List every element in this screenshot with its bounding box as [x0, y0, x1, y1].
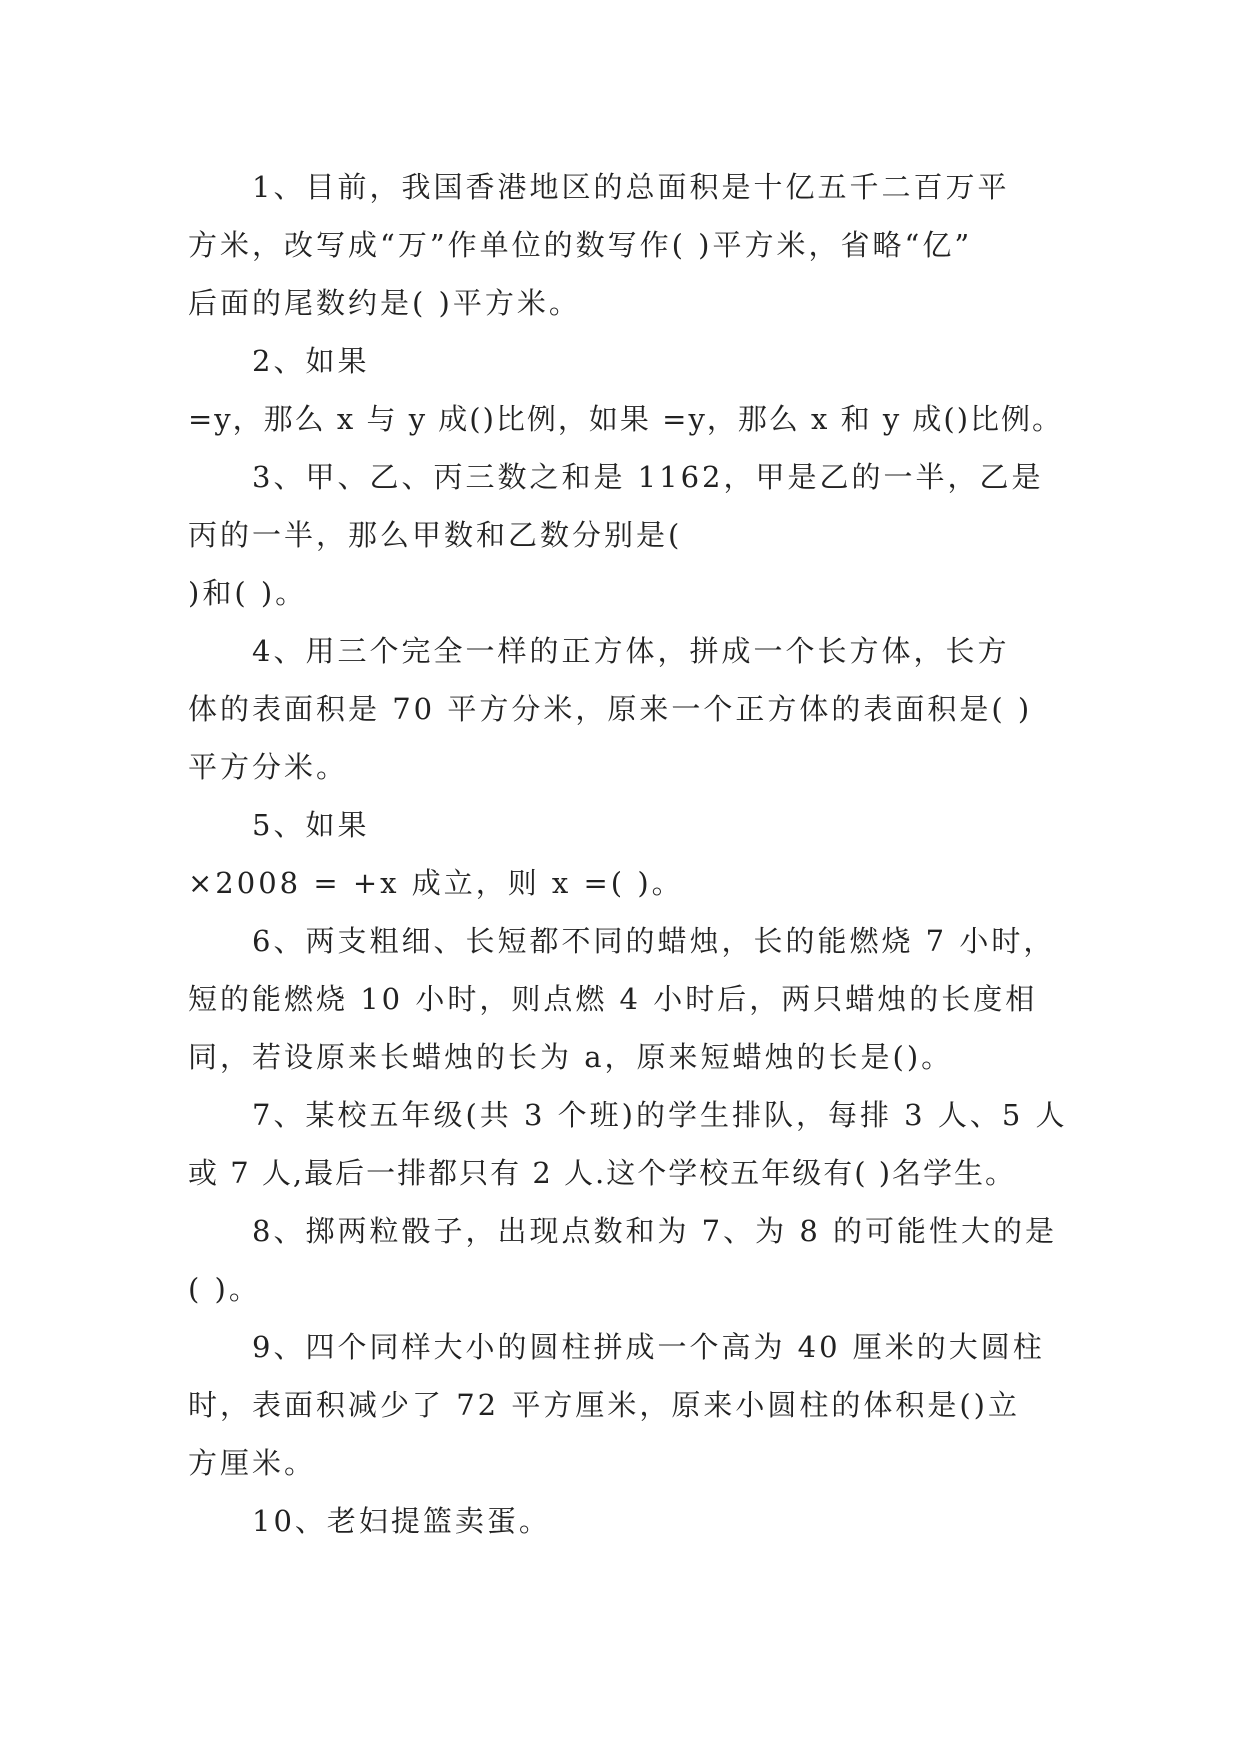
text-line: 8、掷两粒骰子，出现点数和为 7、为 8 的可能性大的是 [252, 1214, 1058, 1248]
question-1 [188, 158, 1058, 332]
text-line: 方米，改写成“万”作单位的数写作( )平方米，省略“亿” [188, 228, 973, 262]
text-line: 平方分米。 [188, 750, 349, 784]
text-line: 9、四个同样大小的圆柱拼成一个高为 40 厘米的大圆柱 [252, 1330, 1045, 1364]
question-3 [188, 448, 1058, 622]
question-5 [188, 796, 1058, 912]
text-line: 方厘米。 [188, 1446, 317, 1480]
text-line: 时，表面积减少了 72 平方厘米，原来小圆柱的体积是()立 [188, 1388, 1020, 1422]
text-line: 或 7 人,最后一排都只有 2 人.这个学校五年级有( )名学生。 [188, 1156, 1017, 1190]
text-line: 丙的一半，那么甲数和乙数分别是( [188, 518, 683, 552]
text-line: 4、用三个完全一样的正方体，拼成一个长方体，长方 [252, 634, 1010, 668]
question-10 [188, 1492, 1058, 1550]
question-9 [188, 1318, 1058, 1492]
text-line: 7、某校五年级(共 3 个班)的学生排队，每排 3 人、5 人 [252, 1098, 1068, 1132]
text-line: 3、甲、乙、丙三数之和是 1162，甲是乙的一半，乙是 [252, 460, 1044, 494]
document-body [188, 158, 1068, 1550]
text-line: =y，那么 x 与 y 成()比例，如果 =y，那么 x 和 y 成()比例。 [188, 402, 1064, 436]
text-line: 2、如果 [252, 344, 370, 378]
text-line: 同，若设原来长蜡烛的长为 a，原来短蜡烛的长是()。 [188, 1040, 954, 1074]
text-line: 短的能燃烧 10 小时，则点燃 4 小时后，两只蜡烛的长度相 [188, 982, 1038, 1016]
question-2 [188, 332, 1064, 448]
text-line: 6、两支粗细、长短都不同的蜡烛，长的能燃烧 7 小时， [252, 924, 1056, 958]
text-line: ×2008 = +x 成立，则 x =( )。 [188, 866, 684, 900]
question-7 [188, 1086, 1068, 1202]
question-4 [188, 622, 1058, 796]
text-line: ( )。 [188, 1272, 261, 1306]
question-8 [188, 1202, 1058, 1318]
text-line: 1、目前，我国香港地区的总面积是十亿五千二百万平 [252, 170, 1010, 204]
text-line: 5、如果 [252, 808, 370, 842]
text-line: 后面的尾数约是( )平方米。 [188, 286, 581, 320]
text-line: 10、老妇提篮卖蛋。 [252, 1504, 551, 1538]
question-6 [188, 912, 1058, 1086]
text-line: 体的表面积是 70 平方分米，原来一个正方体的表面积是( ) [188, 692, 1033, 726]
text-line: )和( )。 [188, 576, 308, 610]
